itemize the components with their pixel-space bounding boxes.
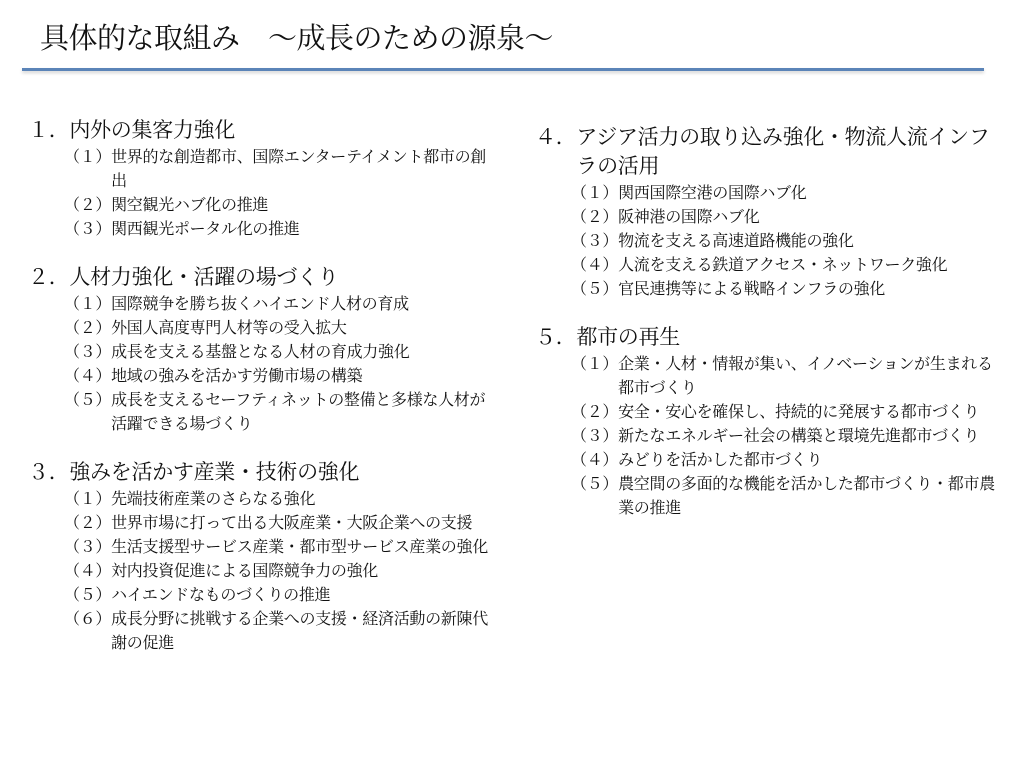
- item-text: 人流を支える鉄道アクセス・ネットワーク強化: [618, 255, 948, 274]
- section-item-list: [535, 352, 1005, 520]
- item-number: （５）: [64, 390, 112, 409]
- item-number: （５）: [571, 474, 619, 493]
- section-number: ４．: [535, 125, 577, 149]
- list-item: [64, 364, 498, 388]
- item-number: （３）: [571, 231, 619, 250]
- list-item: [571, 205, 1005, 229]
- list-item: [571, 181, 1005, 205]
- section-2: [28, 263, 498, 436]
- item-text: みどりを活かした都市づくり: [618, 450, 823, 469]
- section-heading-text: 都市の再生: [576, 325, 680, 349]
- item-text: 国際競争を勝ち抜くハイエンド人材の育成: [111, 294, 409, 313]
- section-number: ３．: [28, 460, 70, 484]
- item-text: 生活支援型サービス産業・都市型サービス産業の強化: [111, 537, 488, 556]
- section-heading: [28, 116, 498, 145]
- list-item: [571, 400, 1005, 424]
- item-number: （３）: [64, 537, 112, 556]
- item-text: 外国人高度専門人材等の受入拡大: [111, 318, 347, 337]
- section-1: [28, 116, 498, 241]
- section-heading-text: 内外の集客力強化: [69, 118, 236, 142]
- item-text: 成長を支える基盤となる人材の育成力強化: [111, 342, 410, 361]
- section-item-list: [28, 292, 498, 436]
- item-number: （４）: [64, 366, 112, 385]
- list-item: [64, 145, 498, 193]
- title-divider: [22, 68, 984, 71]
- item-text: 農空間の多面的な機能を活かした都市づくり・都市農業の推進: [618, 474, 995, 517]
- section-heading: [535, 323, 1005, 352]
- section-heading: [535, 123, 1005, 181]
- item-text: 新たなエネルギー社会の構築と環境先進都市づくり: [618, 426, 980, 445]
- list-item: [64, 193, 498, 217]
- item-number: （４）: [571, 450, 619, 469]
- section-heading-text: 人材力強化・活躍の場づくり: [69, 265, 339, 289]
- item-text: 物流を支える高速道路機能の強化: [618, 231, 854, 250]
- item-number: （１）: [571, 354, 619, 373]
- list-item: [571, 448, 1005, 472]
- list-item: [64, 388, 498, 436]
- item-number: （２）: [571, 207, 619, 226]
- item-text: 成長分野に挑戦する企業への支援・経済活動の新陳代謝の促進: [111, 609, 488, 652]
- list-item: [571, 352, 1005, 400]
- item-number: （３）: [64, 219, 112, 238]
- item-text: 世界的な創造都市、国際エンターテイメント都市の創出: [111, 147, 486, 190]
- section-4: [535, 123, 1005, 301]
- item-number: （２）: [64, 318, 112, 337]
- section-item-list: [535, 181, 1005, 301]
- item-number: （２）: [571, 402, 619, 421]
- item-text: 企業・人材・情報が集い、イノベーションが生まれる都市づくり: [618, 354, 993, 397]
- list-item: [64, 559, 498, 583]
- item-text: 成長を支えるセーフティネットの整備と多様な人材が活躍できる場づくり: [111, 390, 486, 433]
- list-item: [64, 535, 498, 559]
- item-number: （１）: [571, 183, 619, 202]
- item-text: 安全・安心を確保し、持続的に発展する都市づくり: [618, 402, 980, 421]
- section-heading: [28, 263, 498, 292]
- list-item: [571, 253, 1005, 277]
- item-text: 世界市場に打って出る大阪産業・大阪企業への支援: [111, 513, 473, 532]
- section-3: [28, 458, 498, 655]
- section-5: [535, 323, 1005, 520]
- section-item-list: [28, 145, 498, 241]
- slide-title: 具体的な取組み ～成長のための源泉～: [40, 21, 554, 55]
- item-text: 関西観光ポータル化の推進: [111, 219, 300, 238]
- section-number: ２．: [28, 265, 70, 289]
- item-text: ハイエンドなものづくりの推進: [111, 585, 331, 604]
- section-item-list: [28, 487, 498, 655]
- item-number: （４）: [571, 255, 619, 274]
- list-item: [64, 583, 498, 607]
- item-number: （６）: [64, 609, 112, 628]
- list-item: [64, 292, 498, 316]
- list-item: [64, 217, 498, 241]
- section-number: ５．: [535, 325, 577, 349]
- item-number: （４）: [64, 561, 112, 580]
- item-text: 地域の強みを活かす労働市場の構築: [111, 366, 363, 385]
- section-heading: [28, 458, 498, 487]
- left-column: [28, 116, 498, 677]
- item-number: （３）: [571, 426, 619, 445]
- list-item: [64, 340, 498, 364]
- section-number: １．: [28, 118, 70, 142]
- item-number: （３）: [64, 342, 112, 361]
- item-text: 阪神港の国際ハブ化: [618, 207, 760, 226]
- item-text: 関西国際空港の国際ハブ化: [618, 183, 807, 202]
- item-text: 官民連携等による戦略インフラの強化: [618, 279, 886, 298]
- item-number: （１）: [64, 294, 112, 313]
- list-item: [64, 316, 498, 340]
- item-number: （５）: [571, 279, 619, 298]
- list-item: [64, 607, 498, 655]
- item-text: 先端技術産業のさらなる強化: [111, 489, 316, 508]
- item-number: （２）: [64, 195, 112, 214]
- list-item: [571, 277, 1005, 301]
- list-item: [64, 487, 498, 511]
- section-heading-text: 強みを活かす産業・技術の強化: [69, 460, 360, 484]
- section-heading-text: アジア活力の取り込み強化・物流人流インフラの活用: [576, 125, 990, 178]
- list-item: [571, 472, 1005, 520]
- item-text: 関空観光ハブ化の推進: [111, 195, 269, 214]
- right-column: [535, 123, 1005, 542]
- item-text: 対内投資促進による国際競争力の強化: [111, 561, 379, 580]
- item-number: （１）: [64, 489, 112, 508]
- list-item: [571, 424, 1005, 448]
- list-item: [64, 511, 498, 535]
- item-number: （５）: [64, 585, 112, 604]
- item-number: （１）: [64, 147, 112, 166]
- list-item: [571, 229, 1005, 253]
- item-number: （２）: [64, 513, 112, 532]
